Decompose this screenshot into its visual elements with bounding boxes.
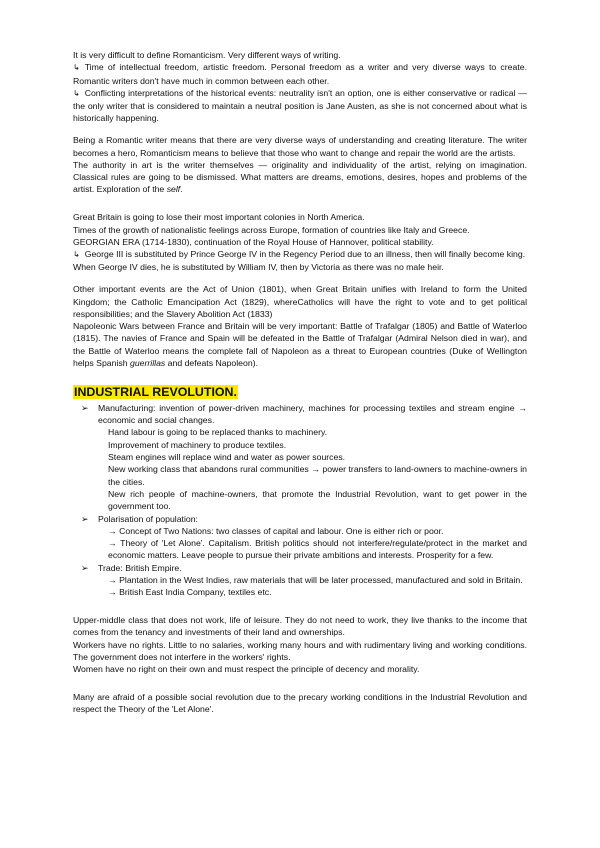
list-item: ➢ Polarisation of population:: [81, 513, 198, 524]
paragraph: Times of the growth of nationalistic feelings across Europe, formation of countries like Italy and Greece.: [73, 224, 470, 235]
list-item: ➢ Manufacturing: invention of power-driven machinery, machines for processing textiles and stream engine → economic and social changes.: [81, 402, 527, 426]
paragraph: ↳ Conflicting interpretations of the historical events: neutrality isn't an option, one is either conservative or radical — the only writer that is considered to maintain a neutral position is Jane Austen, as she is not concerned about what is historically happening.: [73, 87, 527, 124]
paragraph: Napoleonic Wars between France and Britain will be very important: Battle of Trafalgar (1805) and Battle of Waterloo (1815). The navies of France and Spain will be defeated in the Battle of Trafalgar (Admiral Nelson died in war), and the Battle of Waterloo means the complete fall of Napoleon as a threat to European countries (Duke of Wellington helps Spanish guerrillas and defeats Napoleon).: [73, 321, 527, 369]
list-line: Improvement of machinery to produce textiles.: [108, 439, 287, 450]
paragraph: Being a Romantic writer means that there are very diverse ways of understanding and creating literature. The writer becomes a hero, Romanticism means to believe that those who want to change and repair the world are the artists.: [73, 135, 527, 158]
paragraph: ↳ George III is substituted by Prince George IV in the Regency Period due to an illness, then will finally become king.: [73, 249, 526, 260]
paragraph: Many are afraid of a possible social revolution due to the precary working conditions in the Industrial Revolution and respect the Theory of the 'Let Alone'.: [73, 692, 527, 715]
list-item: ➢ Trade: British Empire.: [81, 562, 182, 573]
arrowhead-bullet-icon: ➢: [81, 402, 89, 413]
list-line: New rich people of machine-owners, that promote the Industrial Revolution, want to get power in the government too.: [108, 488, 527, 512]
list-line: Steam engines will replace wind and water as power sources.: [108, 452, 346, 463]
arrow-icon: ↳: [73, 63, 80, 73]
list-line: → Concept of Two Nations: two classes of capital and labour. One is either rich or poor.: [108, 525, 444, 536]
list-line: New working class that abandons rural communities → power transfers to land-owners to machine-owners in the cities.: [108, 464, 527, 487]
list-line: → Theory of 'Let Alone'. Capitalism. British politics should not interfere/regulate/protect in the market and economic matters. Leave people to pursue their private ambitions and interests. Prosperity for a few.: [108, 538, 527, 561]
list-line: → British East India Company, textiles etc.: [108, 587, 272, 598]
paragraph: Workers have no rights. Little to no salaries, working many hours and with rudimentary living and working conditions. The government does not interfere in the workers' rights.: [73, 639, 527, 662]
paragraph: GEORGIAN ERA (1714-1830), continuation of the Royal House of Hannover, political stability.: [73, 236, 434, 247]
section-heading: INDUSTRIAL REVOLUTION.: [74, 384, 237, 399]
arrowhead-bullet-icon: ➢: [81, 562, 89, 573]
arrow-icon: ↳: [73, 250, 80, 260]
paragraph: Other important events are the Act of Union (1801), when Great Britain unifies with Ireland to form the United Kingdom; the Catholic Emancipation Act (1829), whereCatholics will have the right to vote and to get political responsibilities; and the Slavery Abolition Act (1833): [73, 284, 527, 319]
paragraph: The authority in art is the writer themselves — originality and individuality of the artist, relying on imagination. Classical rules are going to be dismissed. What matters are dreams, emotions, desires, hopes and problems of the artist. Exploration of the self.: [73, 159, 527, 195]
paragraph: ↳ Time of intellectual freedom, artistic freedom. Personal freedom as a writer and very diverse ways to create. Romantic writers don't have much in common between each other.: [73, 62, 527, 86]
arrow-icon: ↳: [73, 88, 80, 98]
paragraph: Upper-middle class that does not work, life of leisure. They do not need to work, they live thanks to the income that comes from the tenancy and investments of their land and ownerships.: [73, 615, 527, 638]
paragraph: When George IV dies, he is substituted by William IV, then by Victoria as there was no male heir.: [73, 262, 444, 273]
arrowhead-bullet-icon: ➢: [81, 513, 89, 524]
paragraph: Great Britain is going to lose their most important colonies in North America.: [73, 212, 365, 223]
list-line: Hand labour is going to be replaced thanks to machinery.: [108, 427, 328, 438]
paragraph: Women have no right on their own and must respect the principle of decency and morality.: [73, 664, 420, 675]
paragraph: It is very difficult to define Romanticism. Very different ways of writing.: [73, 50, 341, 60]
list-line: → Plantation in the West Indies, raw materials that will be later processed, manufactured and sold in Britain.: [108, 574, 523, 585]
document-page: [73, 49, 527, 716]
